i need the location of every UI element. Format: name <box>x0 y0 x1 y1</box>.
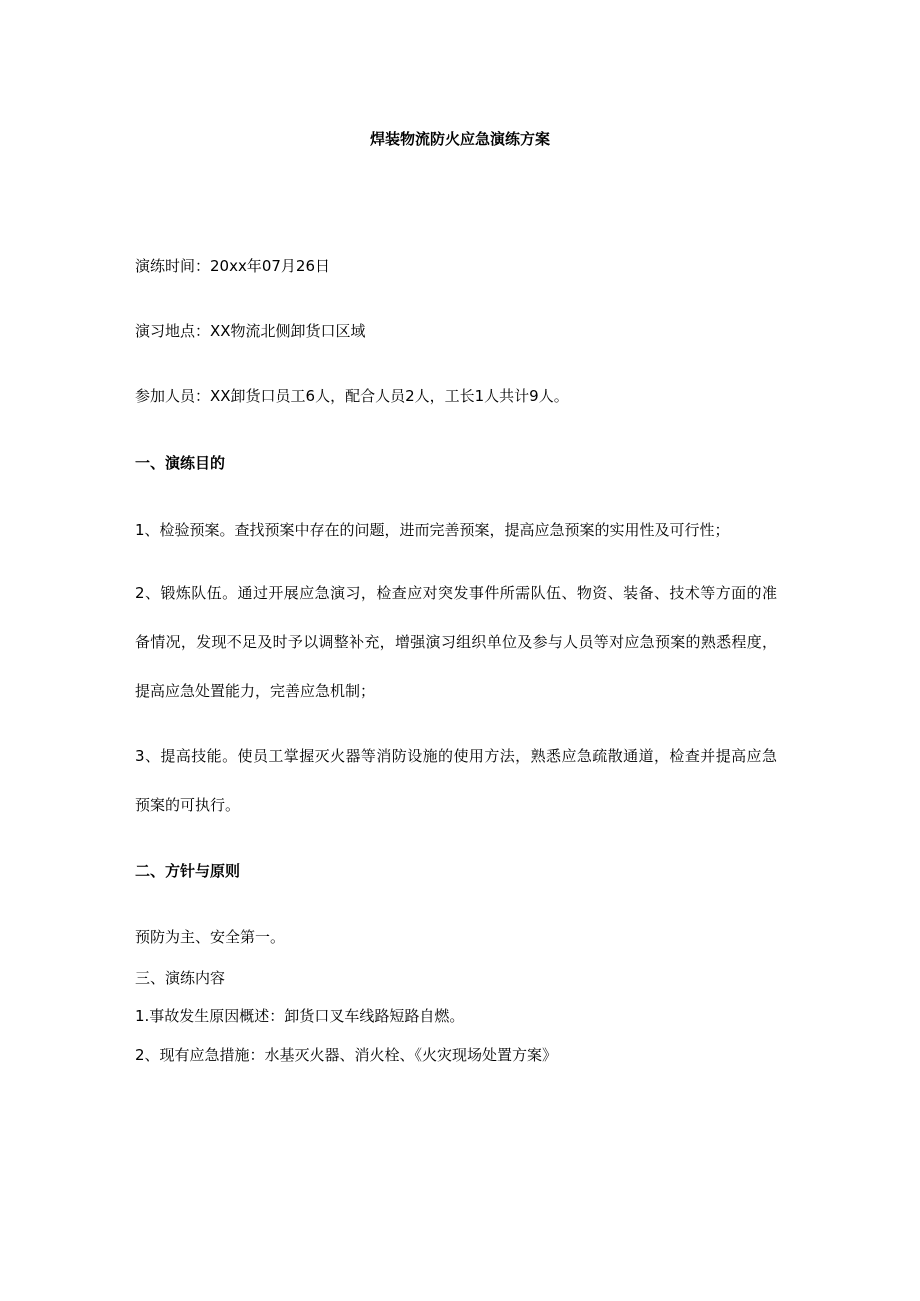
section1-item1: 1、检验预案。查找预案中存在的问题，进而完善预案，提高应急预案的实用性及可行性； <box>135 521 730 539</box>
section1-item3-line2: 预案的可执行。 <box>135 796 241 814</box>
section3-item1: 1.事故发生原因概述：卸货口叉车线路短路自燃。 <box>135 1007 465 1025</box>
section1-item2-line1: 2、锻炼队伍。通过开展应急演习，检查应对突发事件所需队伍、物资、装备、技术等方面的准 <box>135 584 777 602</box>
section1-item2-line3: 提高应急处置能力，完善应急机制； <box>135 682 376 700</box>
drill-time: 演练时间：20xx年07月26日 <box>135 257 331 275</box>
section3-heading: 三、演练内容 <box>135 969 226 987</box>
section1-heading: 一、演练目的 <box>135 454 226 472</box>
section1-item3-line1: 3、提高技能。使员工掌握灭火器等消防设施的使用方法，熟悉应急疏散通道，检查并提高应急 <box>135 747 777 765</box>
drill-location: 演习地点：XX物流北侧卸货口区域 <box>135 322 366 340</box>
section2-text: 预防为主、安全第一。 <box>135 928 286 946</box>
section2-heading: 二、方针与原则 <box>135 862 241 880</box>
section1-item2-line2: 备情况，发现不足及时予以调整补充，增强演习组织单位及参与人员等对应急预案的熟悉程度， <box>135 633 777 651</box>
participants: 参加人员：XX卸货口员工6人，配合人员2人，工长1人共计9人。 <box>135 387 569 405</box>
section3-item2: 2、现有应急措施：水基灭火器、消火栓、《火灾现场处置方案》 <box>135 1046 558 1064</box>
document-title: 焊装物流防火应急演练方案 <box>369 130 550 148</box>
